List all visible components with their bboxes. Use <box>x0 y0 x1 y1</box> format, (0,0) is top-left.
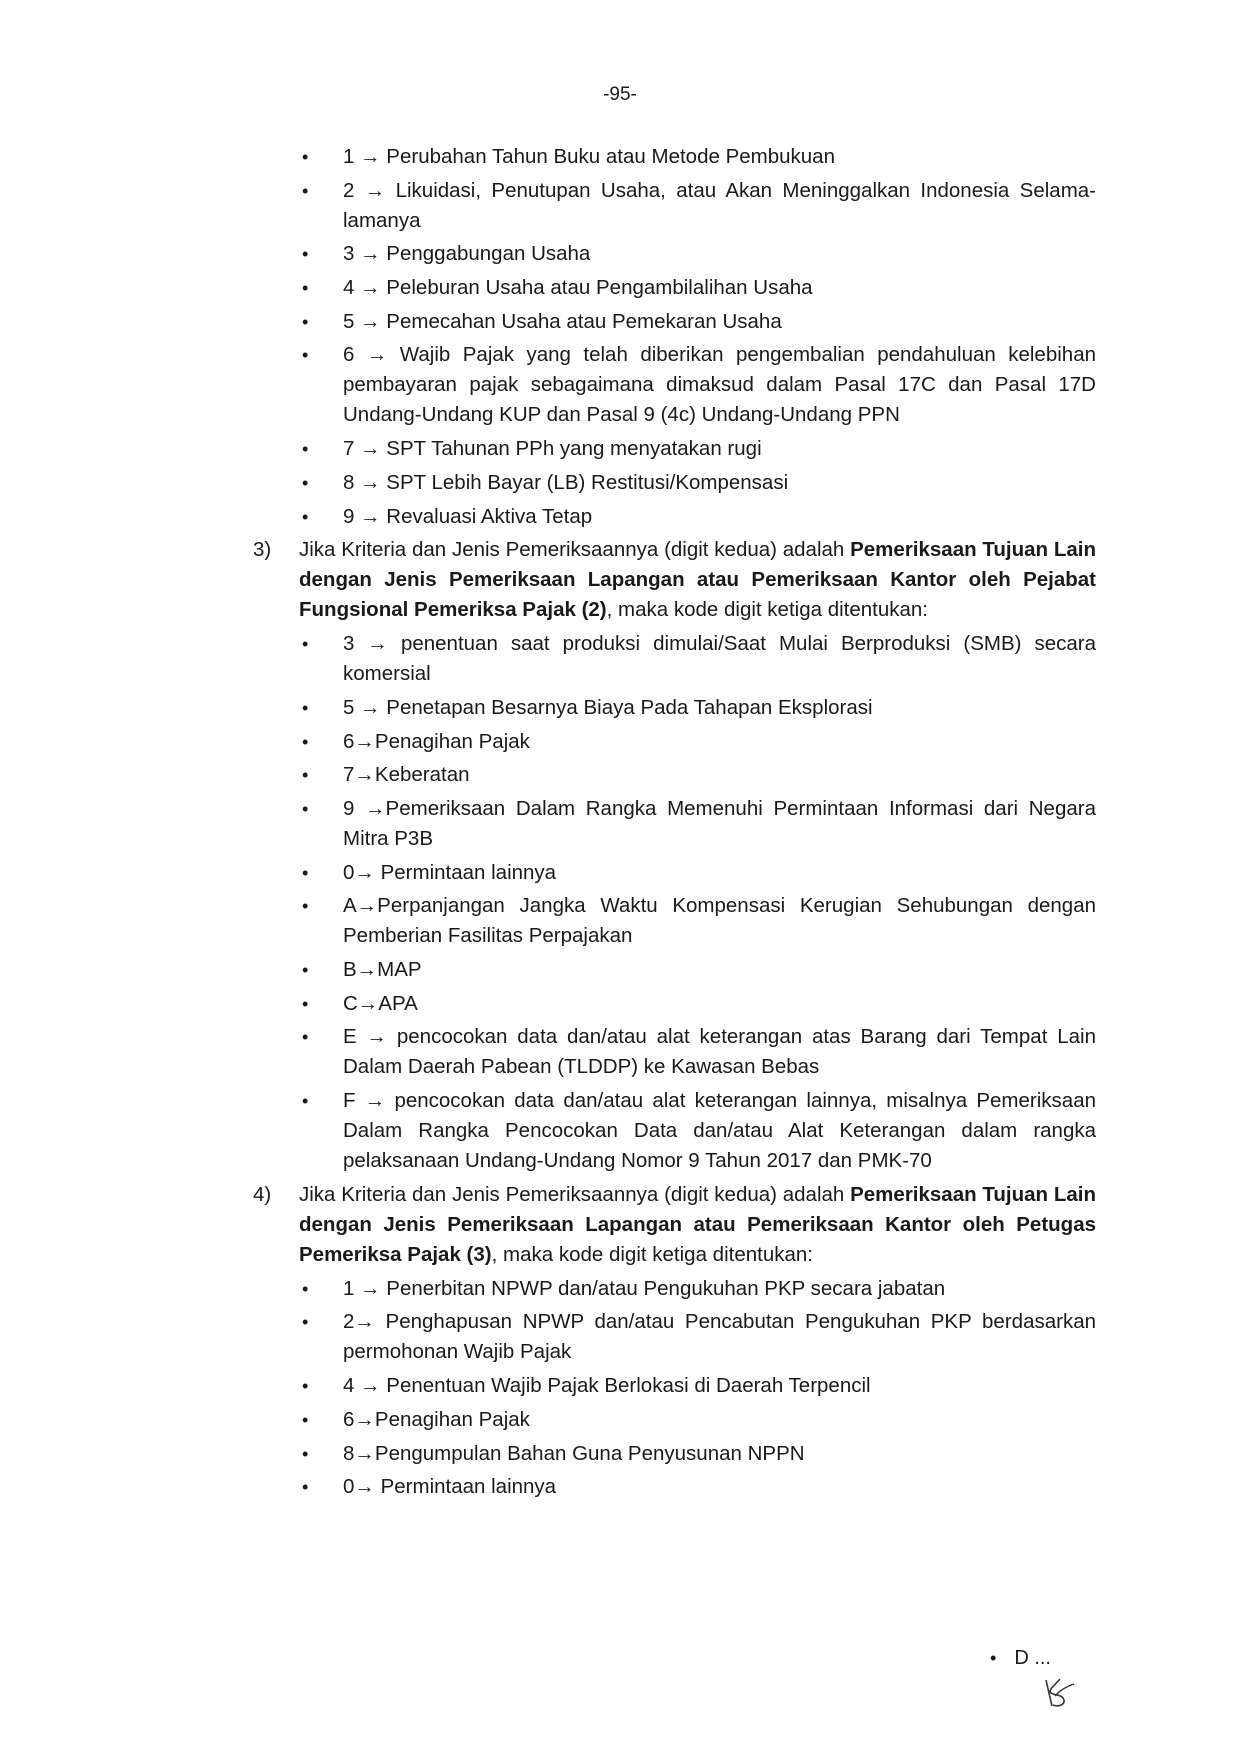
list-item: • 7→Keberatan <box>246 760 1096 790</box>
section-bold-text: Pemeriksaan Tujuan Lain dengan Jenis Pemeriksaan Lapangan atau Pemeriksaan Kantor oleh Pejabat Fungsional Pemeriksa Pajak (2) <box>299 538 1096 622</box>
list-item: • 5 → Pemecahan Usaha atau Pemekaran Usaha <box>246 307 1096 337</box>
section-4-list <box>246 1274 1096 1502</box>
bullet-icon: • <box>302 634 309 655</box>
bullet-icon: • <box>302 896 309 917</box>
bullet-icon: • <box>302 1091 309 1112</box>
list-item: • A→Perpanjangan Jangka Waktu Kompensasi Kerugian Sehubungan dengan Pemberian Fasilitas Perpajakan <box>246 891 1096 951</box>
bullet-icon: • <box>302 1443 309 1464</box>
list-item: • 6→Penagihan Pajak <box>246 727 1096 757</box>
intro-list <box>246 142 1096 532</box>
list-item: • 3 → Penggabungan Usaha <box>246 239 1096 269</box>
section-3 <box>246 535 1096 1176</box>
list-item: • 5 → Penetapan Besarnya Biaya Pada Tahapan Eksplorasi <box>246 693 1096 723</box>
section-tail: , maka kode digit ketiga ditentukan: <box>491 1242 813 1266</box>
section-number: 3) <box>253 538 272 562</box>
handwritten-initial-icon <box>1038 1676 1078 1710</box>
bullet-icon: • <box>302 506 309 527</box>
bullet-icon: • <box>302 1027 309 1048</box>
list-item: • B→MAP <box>246 955 1096 985</box>
list-item: • 0→ Permintaan lainnya <box>246 858 1096 888</box>
bullet-icon: • <box>302 180 309 201</box>
list-item: • 1 → Penerbitan NPWP dan/atau Pengukuhan PKP secara jabatan <box>246 1274 1096 1304</box>
bullet-icon: • <box>302 345 309 366</box>
list-item: • E → pencocokan data dan/atau alat keterangan atas Barang dari Tempat Lain Dalam Daerah Pabean (TLDDP) ke Kawasan Bebas <box>246 1022 1096 1082</box>
list-item: • C→APA <box>246 989 1096 1019</box>
bullet-icon: • <box>302 731 309 752</box>
document-body <box>246 142 1096 1506</box>
bullet-icon: • <box>302 697 309 718</box>
bullet-icon: • <box>990 1648 997 1668</box>
catchword <box>990 1647 1051 1670</box>
bullet-icon: • <box>302 1477 309 1498</box>
section-lead: Jika Kriteria dan Jenis Pemeriksaannya (digit kedua) adalah <box>299 1182 851 1206</box>
section-lead: Jika Kriteria dan Jenis Pemeriksaannya (digit kedua) adalah <box>299 538 851 562</box>
bullet-icon: • <box>302 1312 309 1333</box>
bullet-icon: • <box>302 862 309 883</box>
bullet-icon: • <box>302 311 309 332</box>
list-item: • 3 → penentuan saat produksi dimulai/Saat Mulai Berproduksi (SMB) secara komersial <box>246 629 1096 689</box>
list-item: • 0→ Permintaan lainnya <box>246 1472 1096 1502</box>
list-item: • F → pencocokan data dan/atau alat keterangan lainnya, misalnya Pemeriksaan Dalam Rangka Pencocokan Data dan/atau Alat Keterangan dalam rangka pelaksanaan Undang-Undang Nomor 9 Tahun 2017 dan PMK-70 <box>246 1086 1096 1176</box>
bullet-icon: • <box>302 1278 309 1299</box>
list-item: • 6→Penagihan Pajak <box>246 1405 1096 1435</box>
bullet-icon: • <box>302 278 309 299</box>
list-item: • 8→Pengumpulan Bahan Guna Penyusunan NPPN <box>246 1439 1096 1469</box>
section-number: 4) <box>253 1182 272 1206</box>
list-item: • 6 → Wajib Pajak yang telah diberikan pengembalian pendahuluan kelebihan pembayaran pajak sebagaimana dimaksud dalam Pasal 17C dan Pasal 17D Undang-Undang KUP dan Pasal 9 (4c) Undang-Undang PPN <box>246 340 1096 430</box>
bullet-icon: • <box>302 960 309 980</box>
section-3-list <box>246 629 1096 1176</box>
bullet-icon: • <box>302 1409 309 1430</box>
list-item: • 8 → SPT Lebih Bayar (LB) Restitusi/Kompensasi <box>246 468 1096 498</box>
section-bold-text: Pemeriksaan Tujuan Lain dengan Jenis Pemeriksaan Lapangan atau Pemeriksaan Kantor oleh Petugas Pemeriksa Pajak (3) <box>299 1182 1096 1266</box>
list-item: • 4 → Penentuan Wajib Pajak Berlokasi di Daerah Terpencil <box>246 1371 1096 1401</box>
list-item: • 9 →Pemeriksaan Dalam Rangka Memenuhi Permintaan Informasi dari Negara Mitra P3B <box>246 794 1096 854</box>
bullet-icon: • <box>302 244 309 265</box>
section-4 <box>246 1180 1096 1502</box>
list-item: • 2→ Penghapusan NPWP dan/atau Pencabutan Pengukuhan PKP berdasarkan permohonan Wajib Pajak <box>246 1307 1096 1367</box>
bullet-icon: • <box>302 993 309 1014</box>
list-item: • 9 → Revaluasi Aktiva Tetap <box>246 502 1096 532</box>
section-tail: , maka kode digit ketiga ditentukan: <box>606 598 928 622</box>
bullet-icon: • <box>302 439 309 460</box>
list-item: • 7 → SPT Tahunan PPh yang menyatakan rugi <box>246 434 1096 464</box>
bullet-icon: • <box>302 1376 309 1397</box>
list-item: • 2 → Likuidasi, Penutupan Usaha, atau Akan Meninggalkan Indonesia Selama-lamanya <box>246 176 1096 236</box>
page-number: -95- <box>603 84 637 105</box>
catchword-text: D ... <box>1014 1647 1051 1669</box>
list-item: • 1 → Perubahan Tahun Buku atau Metode Pembukuan <box>246 142 1096 172</box>
bullet-icon: • <box>302 472 309 493</box>
list-item: • 4 → Peleburan Usaha atau Pengambilalihan Usaha <box>246 273 1096 303</box>
bullet-icon: • <box>302 147 309 167</box>
bullet-icon: • <box>302 765 309 786</box>
bullet-icon: • <box>302 798 309 819</box>
